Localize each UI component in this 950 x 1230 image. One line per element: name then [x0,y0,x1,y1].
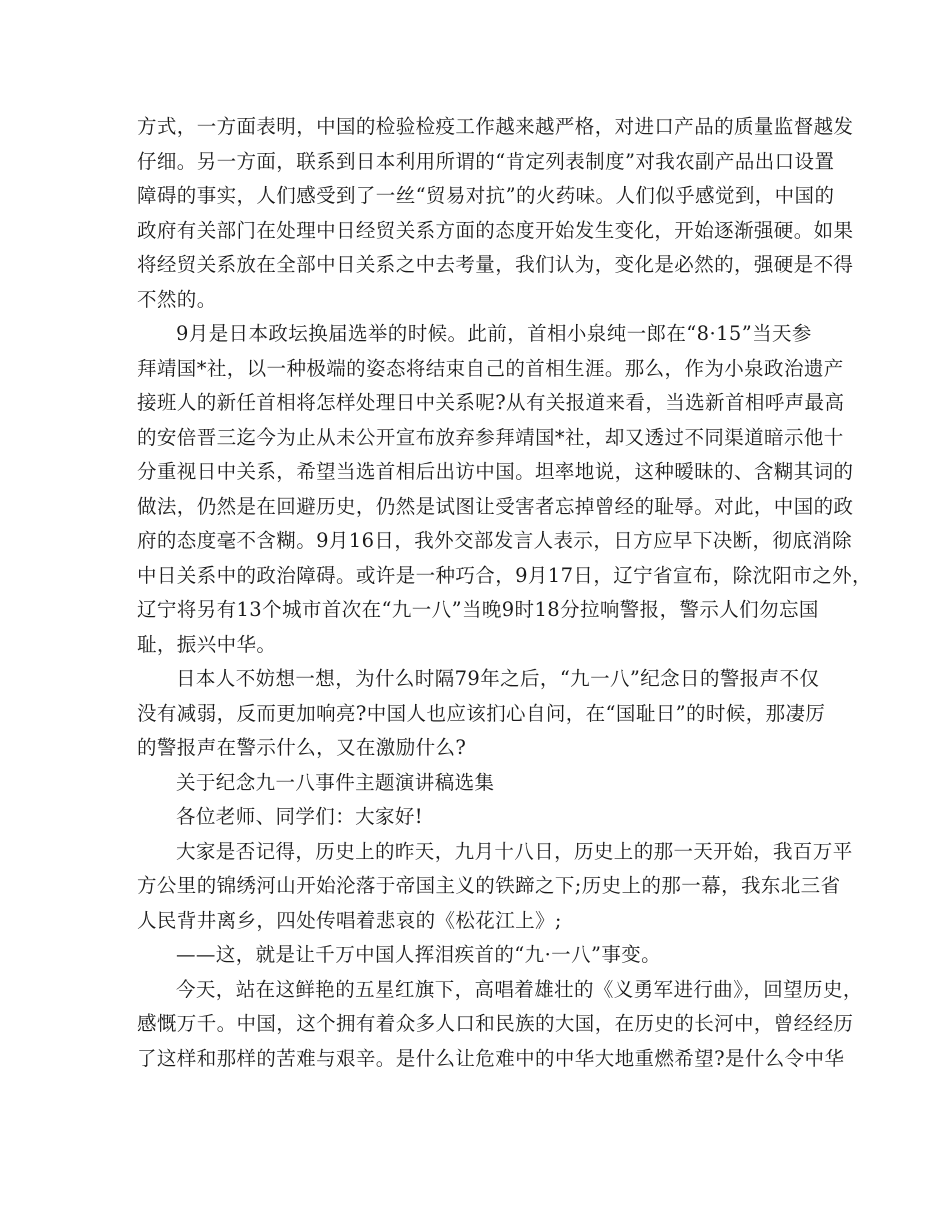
text-line: 的警报声在警示什么，又在激励什么? [137,736,467,759]
text-line: 今天，站在这鲜艳的五星红旗下，高唱着雄壮的《义勇军进行曲》，回望历史， [176,977,863,1001]
text-line: 仔细。另一方面，联系到日本利用所谓的“肯定列表制度”对我农副产品出口设置 [137,149,835,173]
text-line: 耻，振兴中华。 [137,632,277,656]
text-line: 9月是日本政坛换届选举的时候。此前，首相小泉纯一郎在“8·15”当天参 [176,322,812,345]
text-line: 感慨万千。中国，这个拥有着众多人口和民族的大国，在历史的长河中，曾经经历 [137,1012,854,1035]
text-line: 政府有关部门在处理中日经贸关系方面的态度开始发生变化，开始逐渐强硬。如果 [137,218,854,242]
text-line: 不然的。 [137,287,217,311]
paragraph-alarm-reflection [137,662,826,766]
speech-greeting [137,800,817,835]
text-line: 接班人的新任首相将怎样处理日中关系呢?从有关报道来看，当选新首相呼声最高 [137,391,845,414]
paragraph-trade-inspection [137,110,854,317]
text-line: 障碍的事实，人们感受到了一丝“贸易对抗”的火药味。人们似乎感觉到，中国的 [137,184,835,207]
paragraph-japan-election [137,317,872,662]
paragraph-today [137,973,863,1077]
text-line: 府的态度毫不含糊。9月16日，我外交部发言人表示，日方应早下决断，彻底消除 [137,529,853,552]
text-line: 中日关系中的政治障碍。或许是一种巧合，9月17日，辽宁省宣布，除沈阳市之外， [137,563,872,587]
text-line: 人民背井离乡，四处传唱着悲哀的《松花江上》; [137,908,562,932]
text-line: 方式，一方面表明，中国的检验检疫工作越来越严格，对进口产品的质量监督越发 [137,115,854,138]
text-line: 辽宁将另有13个城市首次在“九一八”当晚9时18分拉响警报，警示人们勿忘国 [137,598,819,621]
speech-title [137,766,817,801]
text-line: 拜靖国*社，以一种极端的姿态将结束自己的首相生涯。那么，作为小泉政治遗产 [137,356,844,380]
text-line: 大家是否记得，历史上的昨天，九月十八日，历史上的那一天开始，我百万平 [176,839,853,863]
text-line: 没有减弱，反而更加响亮?中国人也应该扪心自问，在“国耻日”的时候，那凄厉 [137,701,826,725]
paragraph-incident [137,938,817,973]
text-line: 的安倍晋三迄今为止从未公开宣布放弃参拜靖国*社，却又透过不同渠道暗示他十 [137,425,844,449]
paragraph-remembrance [137,835,853,939]
text-line: 方公里的锦绣河山开始沦落于帝国主义的铁蹄之下;历史上的那一幕，我东北三省 [137,874,841,897]
document-page [137,110,872,1076]
text-line: 日本人不妨想一想，为什么时隔79年之后，“九一八”纪念日的警报声不仅 [176,667,820,690]
text-line: 各位老师、同学们：大家好! [176,805,424,828]
text-line: 关于纪念九一八事件主题演讲稿选集 [176,770,495,794]
text-line: 了这样和那样的苦难与艰辛。是什么让危难中的中华大地重燃希望?是什么令中华 [137,1046,845,1070]
text-line: 将经贸关系放在全部中日关系之中去考量，我们认为，变化是必然的，强硬是不得 [137,253,854,276]
text-line: 分重视日中关系，希望当选首相后出访中国。坦率地说，这种暧昧的、含糊其词的 [137,460,854,483]
text-line: 做法，仍然是在回避历史，仍然是试图让受害者忘掉曾经的耻辱。对此，中国的政 [137,494,854,518]
text-line: ——这，就是让千万中国人挥泪疾首的“九·一八”事变。 [176,943,662,966]
